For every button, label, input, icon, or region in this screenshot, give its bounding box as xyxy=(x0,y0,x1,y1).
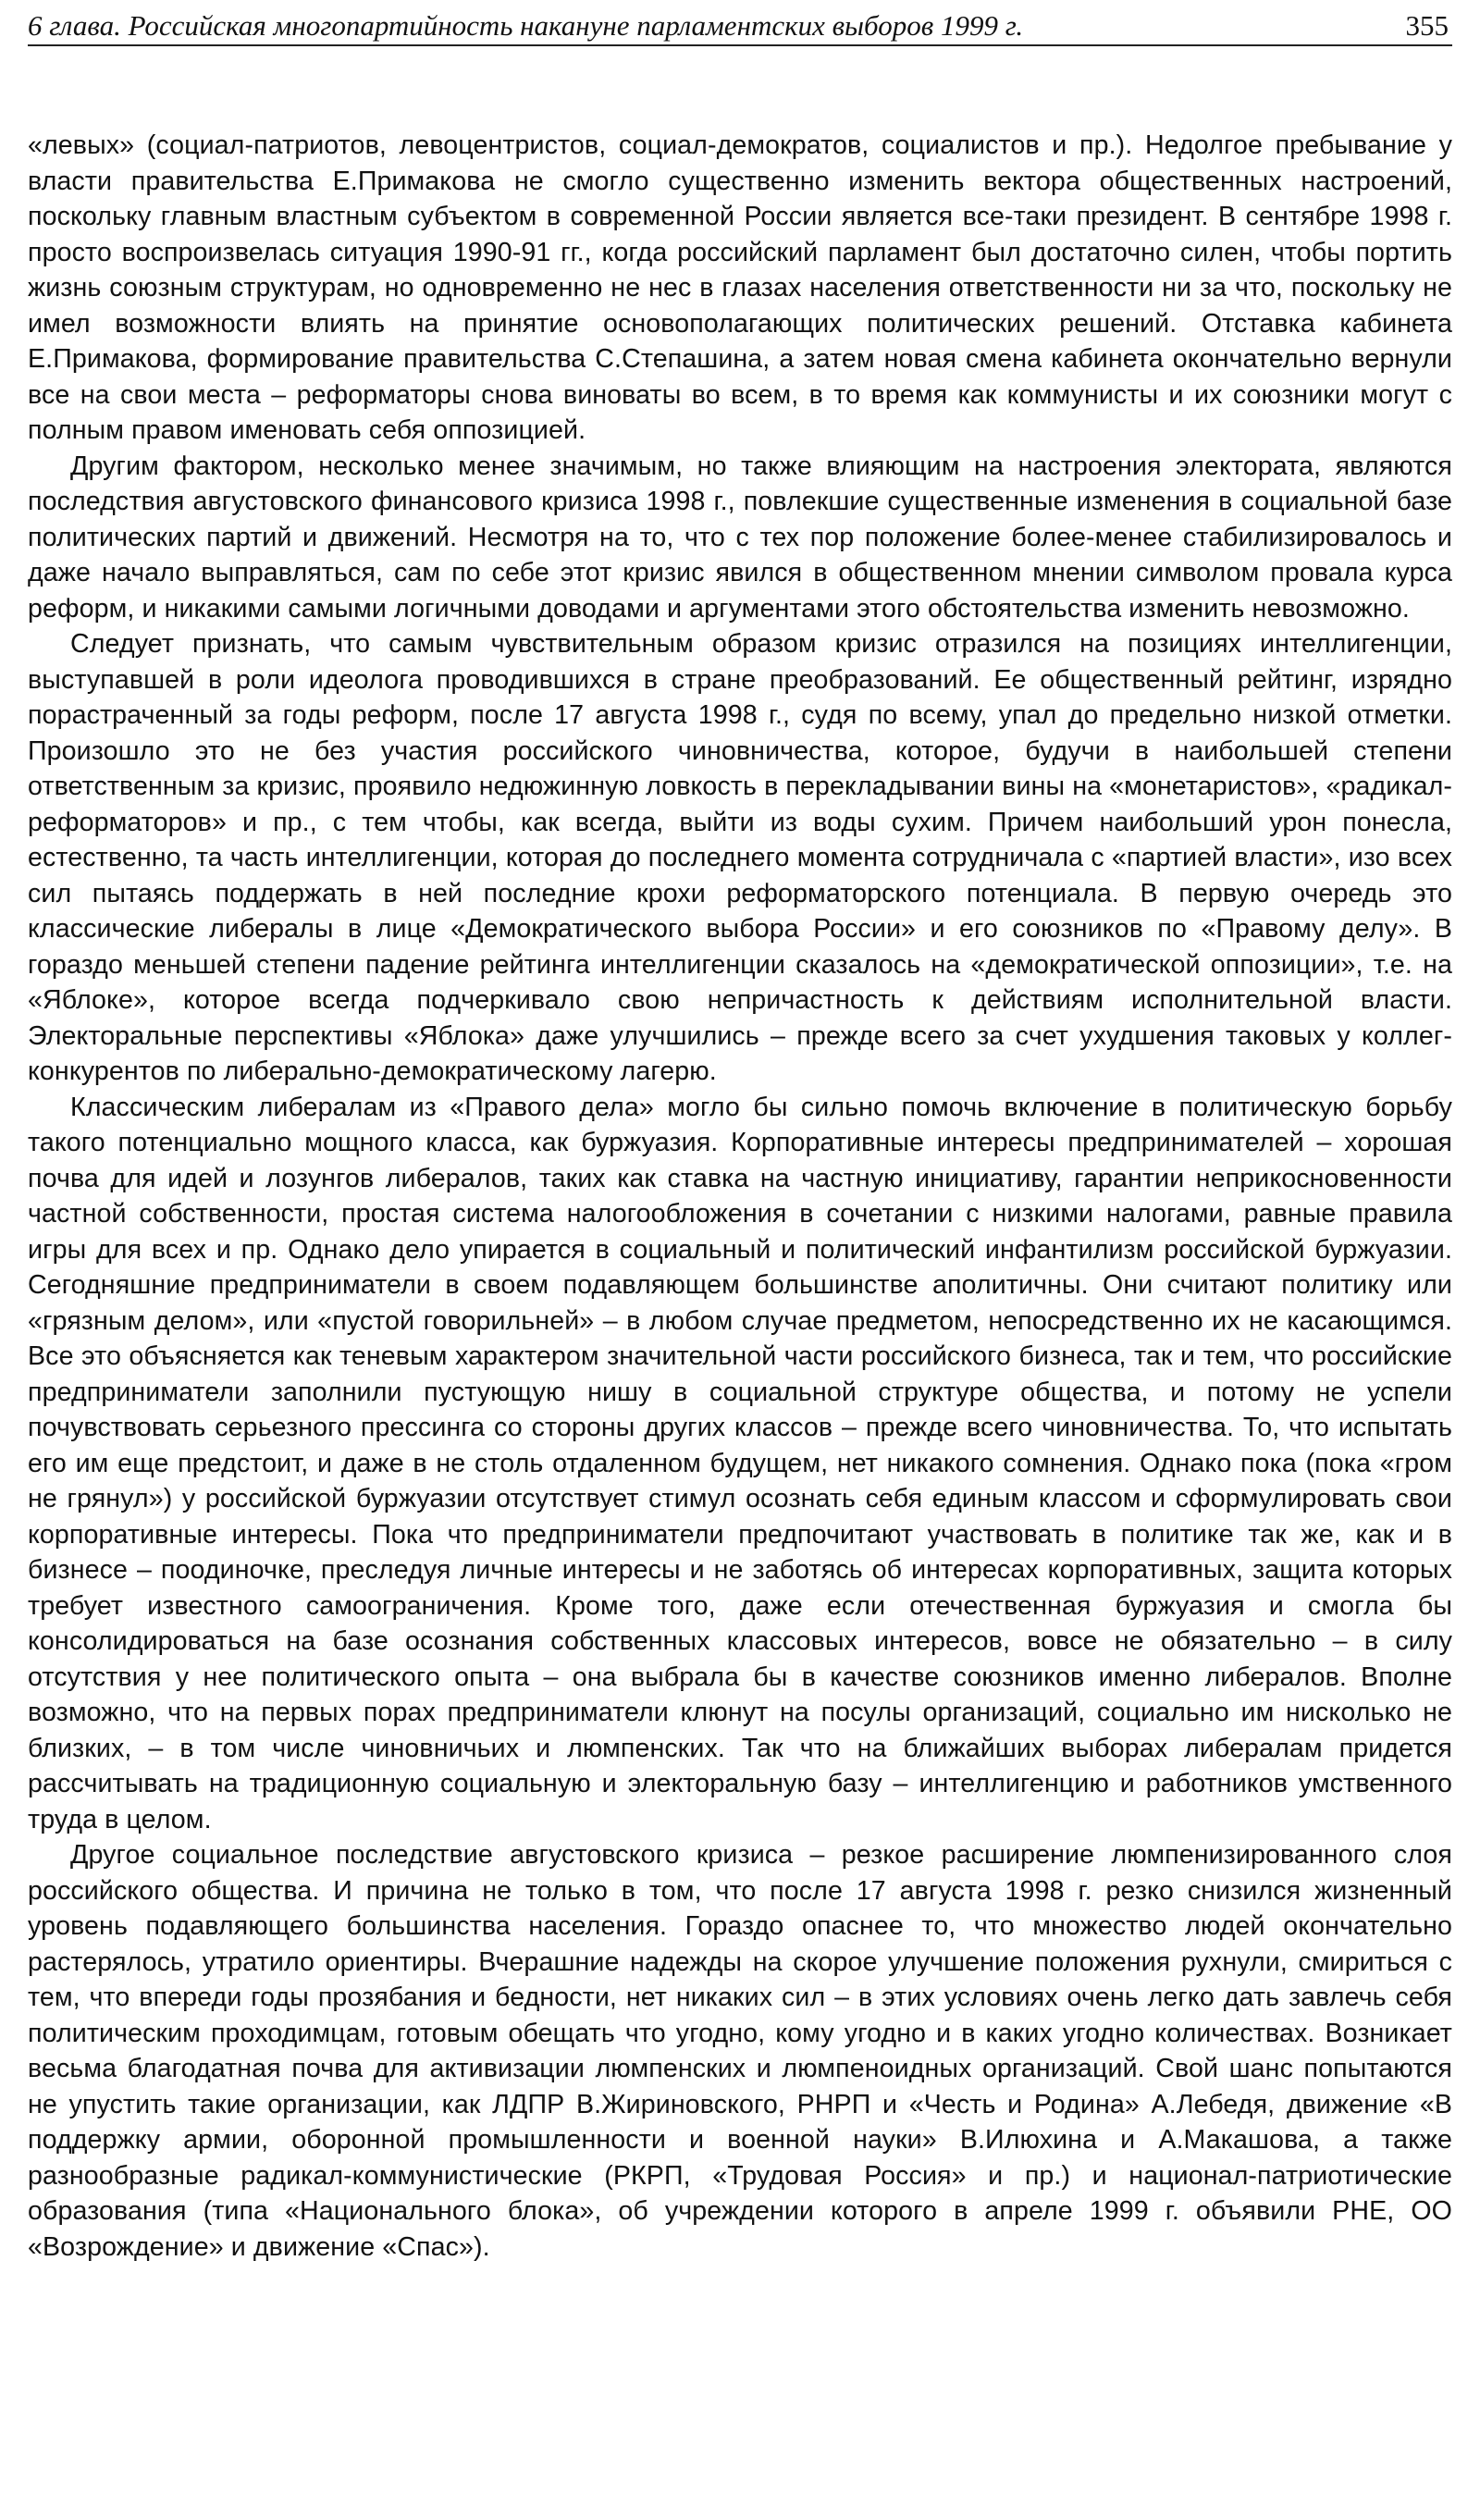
running-header xyxy=(28,7,1452,46)
paragraph: Следует признать, что самым чувствительным образом кризис отразился на позициях интеллигенции, выступавшей в роли идеолога проводившихся в стране преобразований. Ее общественный рейтинг, изрядно порастраченный за годы реформ, после 17 августа 1998 г., судя по всему, упал до предельно низкой отметки. Произошло это не без участия российского чиновничества, которое, будучи в наибольшей степени ответственным за кризис, проявило недюжинную ловкость в перекладывании вины на «монетаристов», «радикал-реформаторов» и пр., с тем чтобы, как всегда, выйти из воды сухим. Причем наибольший урон понесла, естественно, та часть интеллигенции, которая до последнего момента сотрудничала с «партией власти», изо всех сил пытаясь поддержать в ней последние крохи реформаторского потенциала. В первую очередь это классические либералы в лице «Демократического выбора России» и его союзников по «Правому делу». В гораздо меньшей степени падение рейтинга интеллигенции сказалось на «демократической оппозиции», т.е. на «Яблоке», которое всегда подчеркивало свою непричастность к действиям исполнительной власти. Электоральные перспективы «Яблока» даже улучшились – прежде всего за счет ухудшения таковых у коллег-конкурентов по либерально-демократическому лагерю. xyxy=(28,629,1452,1086)
paragraph: Классическим либералам из «Правого дела» могло бы сильно помочь включение в политическую борьбу такого потенциально мощного класса, как буржуазия. Корпоративные интересы предпринимателей – хорошая почва для идей и лозунгов либералов, таких как ставка на частную инициативу, гарантии неприкосновенности частной собственности, простая система налогообложения в сочетании с низкими налогами, равные правила игры для всех и пр. Однако дело упирается в социальный и политический инфантилизм российской буржуазии. Сегодняшние предприниматели в своем подавляющем большинстве аполитичны. Они считают политику или «грязным делом», или «пустой говорильней» – в любом случае предметом, непосредственно их не касающимся. Все это объясняется как теневым характером значительной части российского бизнеса, так и тем, что российские предприниматели заполнили пустующую нишу в социальной структуре общества, и потому не успели почувствовать серьезного прессинга со стороны других классов – прежде всего чиновничества. То, что испытать его им еще предстоит, и даже в не столь отдаленном будущем, нет никакого сомнения. Однако пока (пока «гром не грянул») у российской буржуазии отсутствует стимул осознать себя единым классом и сформулировать свои корпоративные интересы. Пока что предприниматели предпочитают участвовать в политике так же, как и в бизнесе – поодиночке, преследуя личные интересы и не заботясь об интересах корпоративных, защита которых требует известного самоограничения. Кроме того, даже если отечественная буржуазия и смогла бы консолидироваться на базе осознания собственных классовых интересов, вовсе не обязательно – в силу отсутствия у нее политического опыта – она выбрала бы в качестве союзников именно либералов. Вполне возможно, что на первых порах предприниматели клюнут на посулы организаций, социально им нисколько не близких, – в том числе чиновничьих и люмпенских. Так что на ближайших выборах либералам придется рассчитывать на традиционную социальную и электоральную базу – интеллигенцию и работников умственного труда в целом. xyxy=(28,1092,1452,1834)
paragraph: Другое социальное последствие августовского кризиса – резкое расширение люмпенизированного слоя российского общества. И причина не только в том, что после 17 августа 1998 г. резко снизился жизненный уровень подавляющего большинства населения. Гораздо опаснее то, что множество людей окончательно растерялось, утратило ориентиры. Вчерашние надежды на скорое улучшение положения рухнули, смириться с тем, что впереди годы прозябания и бедности, нет никаких сил – в этих условиях очень легко дать завлечь себя политическим проходимцам, готовым обещать что угодно, кому угодно и в каких угодно количествах. Возникает весьма благодатная почва для активизации люмпенских и люмпеноидных организаций. Свой шанс попытаются не упустить такие организации, как ЛДПР В.Жириновского, РНРП и «Честь и Родина» А.Лебедя, движение «В поддержку армии, оборонной промышленности и военной науки» В.Илюхина и А.Макашова, а также разнообразные радикал-коммунистические (РКРП, «Трудовая Россия» и пр.) и национал-патриотические образования (типа «Национального блока», об учреждении которого в апреле 1999 г. объявили РНЕ, ОО «Возрождение» и движение «Спас»). xyxy=(28,1840,1452,2262)
book-page xyxy=(28,0,1452,2520)
chapter-title: 6 глава. Российская многопартийность накануне парламентских выборов 1999 г. xyxy=(28,9,1024,42)
paragraph: Другим фактором, несколько менее значимым, но также влияющим на настроения электората, являются последствия августовского финансового кризиса 1998 г., повлекшие существенные изменения в социальной базе политических партий и движений. Несмотря на то, что с тех пор положение более-менее стабилизировалось и даже начало выправляться, сам по себе этот кризис явился в общественном мнении символом провала курса реформ, и никакими самыми логичными доводами и аргументами этого обстоятельства изменить невозможно. xyxy=(28,451,1452,624)
paragraph: «левых» (социал-патриотов, левоцентристов, социал-демократов, социалистов и пр.). Недолгое пребывание у власти правительства Е.Примакова не смогло существенно изменить вектора общественных настроений, поскольку главным властным субъектом в современной России является все-таки президент. В сентябре 1998 г. просто воспроизвелась ситуация 1990-91 гг., когда российский парламент был достаточно силен, чтобы портить жизнь союзным структурам, но одновременно не нес в глазах населения ответственности ни за что, поскольку не имел возможности влиять на принятие основополагающих политических решений. Отставка кабинета Е.Примакова, формирование правительства С.Степашина, а затем новая смена кабинета окончательно вернули все на свои места – реформаторы снова виноваты во всем, в то время как коммунисты и их союзники могут с полным правом именовать себя оппозицией. xyxy=(28,130,1452,445)
page-number: 355 xyxy=(1405,9,1449,42)
body-text xyxy=(28,128,1452,2265)
